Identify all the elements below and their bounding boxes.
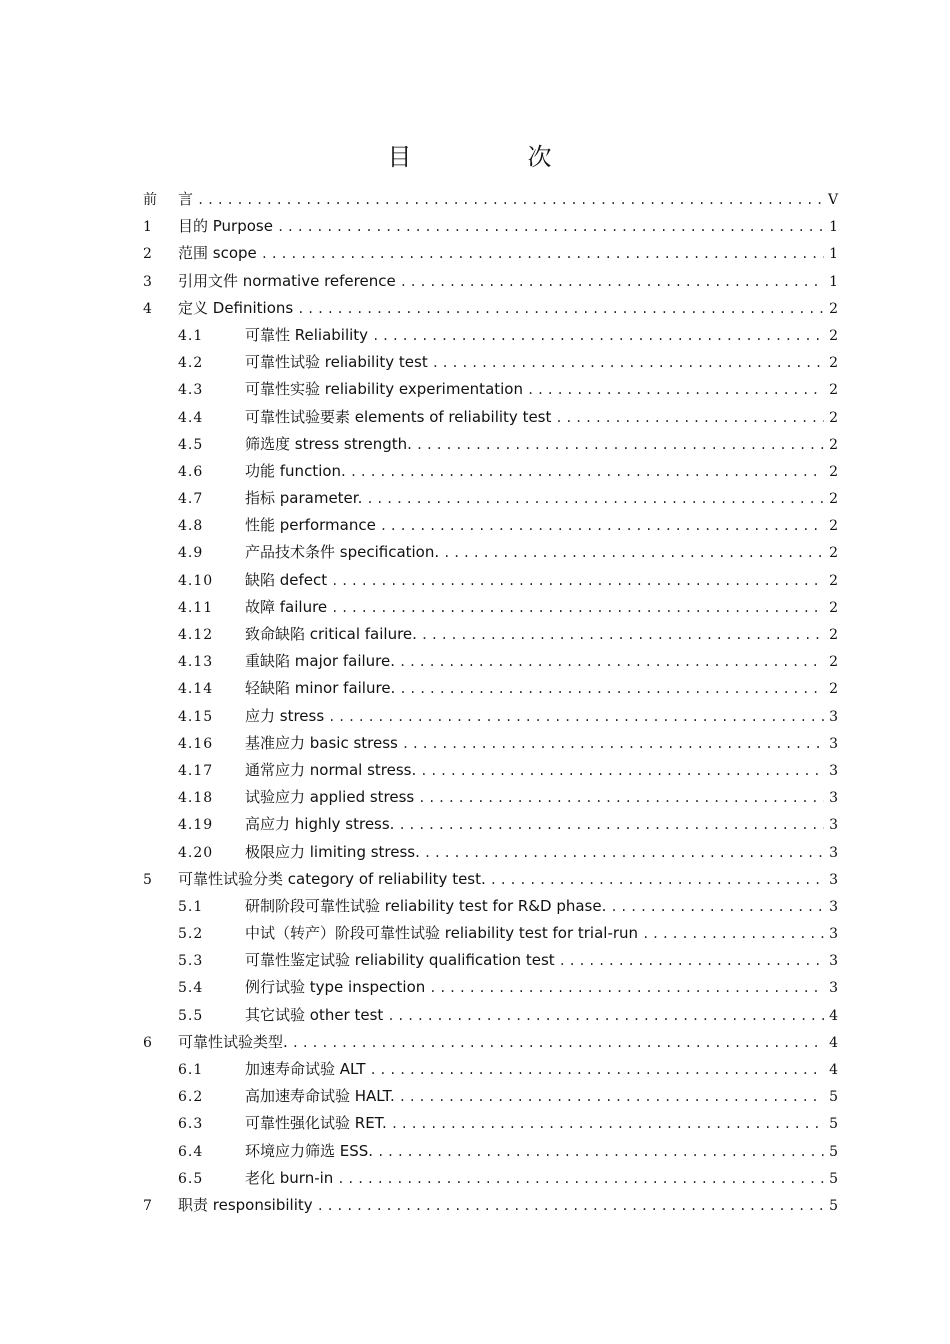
toc-entry-title: 职责 responsibility xyxy=(178,1195,313,1214)
toc-entry-number: 4.7 xyxy=(178,491,204,508)
toc-entry-number: 6.2 xyxy=(178,1089,204,1106)
toc-entry[interactable] xyxy=(143,623,838,650)
toc-entry-number: 4.6 xyxy=(178,463,204,480)
toc-dot-leader xyxy=(292,1036,824,1050)
toc-entry-number: 4.8 xyxy=(178,518,204,535)
toc-entry[interactable] xyxy=(143,868,838,895)
toc-entry-page: 2 xyxy=(829,327,838,344)
toc-entry[interactable] xyxy=(143,1058,838,1085)
toc-dot-leader xyxy=(369,1063,824,1077)
toc-entry[interactable] xyxy=(143,270,838,297)
toc-entry-title: 应力 stress xyxy=(245,706,325,725)
toc-entry-page: 2 xyxy=(829,518,838,535)
toc-entry-page: 3 xyxy=(829,735,838,752)
toc-entry-page: 2 xyxy=(829,572,838,589)
toc-dot-leader xyxy=(331,601,824,615)
toc-entry-title: 中试（转产）阶段可靠性试验 reliability test for trial-run xyxy=(245,924,639,943)
toc-entry[interactable] xyxy=(143,732,838,759)
toc-dot-leader xyxy=(399,655,824,669)
toc-entry[interactable] xyxy=(143,949,838,976)
toc-entry[interactable] xyxy=(143,1031,838,1058)
toc-entry-page: 3 xyxy=(829,926,838,943)
toc-dot-leader xyxy=(391,1117,824,1131)
toc-entry-number: 5.2 xyxy=(178,926,204,943)
toc-entry-title: 功能 function. xyxy=(245,461,346,480)
toc-entry-number: 前 xyxy=(143,192,157,208)
toc-entry-page: 2 xyxy=(829,463,838,480)
toc-entry[interactable] xyxy=(143,1112,838,1139)
toc-dot-leader xyxy=(418,791,824,805)
toc-entry-page: 2 xyxy=(829,599,838,616)
toc-entry[interactable] xyxy=(143,514,838,541)
toc-dot-leader xyxy=(366,492,824,506)
toc-dot-leader xyxy=(317,1199,824,1213)
toc-entry-title: 环境应力筛选 ESS. xyxy=(245,1141,374,1160)
toc-entry-title: 轻缺陷 minor failure. xyxy=(245,679,396,698)
toc-entry[interactable] xyxy=(143,406,838,433)
toc-dot-leader xyxy=(350,465,824,479)
toc-entry-number: 5.4 xyxy=(178,980,204,997)
toc-entry-page: 3 xyxy=(829,844,838,861)
toc-entry-title: 极限应力 limiting stress. xyxy=(245,842,420,861)
toc-entry[interactable] xyxy=(143,297,838,324)
toc-entry-title: 性能 performance xyxy=(245,516,376,535)
toc-entry[interactable] xyxy=(143,541,838,568)
toc-entry[interactable] xyxy=(143,487,838,514)
toc-dot-leader xyxy=(399,682,824,696)
toc-dot-leader xyxy=(372,329,824,343)
toc-entry[interactable] xyxy=(143,650,838,677)
toc-entry[interactable] xyxy=(143,895,838,922)
toc-entry-number: 1 xyxy=(143,219,152,236)
toc-entry-page: 3 xyxy=(829,708,838,725)
toc-entry-page: 2 xyxy=(829,491,838,508)
toc-entry-page: 4 xyxy=(829,1007,838,1024)
toc-dot-leader xyxy=(424,846,824,860)
toc-entry-number: 4 xyxy=(143,300,152,317)
toc-entry-title: 引用文件 normative reference xyxy=(178,271,396,290)
toc-entry[interactable] xyxy=(143,351,838,378)
toc-entry-page: 4 xyxy=(829,1034,838,1051)
toc-entry-number: 4.3 xyxy=(178,382,204,399)
toc-entry-page: 2 xyxy=(829,627,838,643)
toc-entry-page: 5 xyxy=(829,1116,838,1133)
toc-entry-title: 可靠性试验要素 elements of reliability test xyxy=(245,407,552,426)
toc-entry-page: 3 xyxy=(829,790,838,807)
toc-entry[interactable] xyxy=(143,976,838,1003)
toc-entry-title: 高加速寿命试验 HALT. xyxy=(245,1087,395,1106)
toc-dot-leader xyxy=(421,628,824,642)
toc-entry-number: 4.1 xyxy=(178,327,204,344)
toc-entry-title: 老化 burn-in xyxy=(245,1168,334,1187)
toc-entry-number: 5 xyxy=(143,871,152,888)
toc-dot-leader xyxy=(420,764,824,778)
toc-dot-leader xyxy=(400,275,824,289)
toc-entry-number: 5.5 xyxy=(178,1007,204,1024)
toc-entry-title: 指标 parameter. xyxy=(245,489,363,508)
toc-entry-page: 2 xyxy=(829,382,838,399)
toc-entry-number: 3 xyxy=(143,273,152,290)
toc-entry-page: 3 xyxy=(829,817,838,834)
toc-dot-leader xyxy=(610,900,824,914)
toc-entry-number: 4.5 xyxy=(178,436,204,453)
toc-entry-title: 定义 Definitions xyxy=(178,298,294,317)
toc-entry-number: 4.18 xyxy=(178,790,214,807)
toc-entry-title: 可靠性强化试验 RET. xyxy=(245,1114,387,1133)
toc-entry-page: 5 xyxy=(829,1197,838,1214)
toc-entry-title: 通常应力 normal stress. xyxy=(245,760,417,779)
toc-entry-title: 言 xyxy=(178,190,194,208)
toc-dot-leader xyxy=(261,247,824,261)
toc-entry-number: 5.3 xyxy=(178,953,204,970)
toc-dot-leader xyxy=(490,873,824,887)
toc-entry[interactable] xyxy=(143,378,838,405)
toc-entry[interactable] xyxy=(143,460,838,487)
toc-entry[interactable] xyxy=(143,324,838,351)
toc-entry-number: 2 xyxy=(143,246,152,263)
toc-dot-leader xyxy=(328,710,824,724)
toc-entry-page: 5 xyxy=(829,1143,838,1160)
toc-dot-leader xyxy=(642,927,824,941)
toc-entry-title: 加速寿命试验 ALT xyxy=(245,1060,366,1078)
toc-entry-title: 可靠性试验类型. xyxy=(178,1032,288,1051)
toc-entry-number: 4.12 xyxy=(178,627,214,643)
toc-entry-page: 4 xyxy=(829,1062,838,1078)
toc-entry-number: 6.4 xyxy=(178,1143,204,1160)
toc-dot-leader xyxy=(416,438,824,452)
toc-dot-leader xyxy=(432,356,824,370)
toc-entry-title: 可靠性试验分类 category of reliability test. xyxy=(178,869,486,888)
toc-entry-number: 6.1 xyxy=(178,1062,204,1078)
toc-entry[interactable] xyxy=(143,813,838,840)
toc-entry-number: 6.5 xyxy=(178,1170,204,1187)
toc-entry-page: 3 xyxy=(829,762,838,779)
toc-entry-title: 研制阶段可靠性试验 reliability test for R&D phase. xyxy=(245,896,607,915)
toc-dot-leader xyxy=(377,1145,824,1159)
toc-entry-page: 3 xyxy=(829,871,838,888)
toc-entry[interactable] xyxy=(143,922,838,949)
toc-entry-page: 1 xyxy=(829,273,838,290)
toc-entry[interactable] xyxy=(143,569,838,596)
toc-entry[interactable] xyxy=(143,1194,838,1221)
toc-entry-title: 试验应力 applied stress xyxy=(245,788,415,807)
toc-entry-number: 6 xyxy=(143,1034,152,1051)
toc-entry[interactable] xyxy=(143,1167,838,1194)
toc-entry[interactable] xyxy=(143,1085,838,1112)
table-of-contents xyxy=(143,188,838,1221)
toc-entry-title: 其它试验 other test xyxy=(245,1005,384,1024)
toc-entry-page: 1 xyxy=(829,219,838,236)
toc-entry[interactable] xyxy=(143,759,838,786)
toc-entry[interactable] xyxy=(143,188,838,215)
toc-entry-page: 2 xyxy=(829,409,838,426)
toc-entry[interactable] xyxy=(143,705,838,732)
toc-entry-title: 可靠性实验 reliability experimentation xyxy=(245,380,523,399)
toc-entry-title: 范围 scope xyxy=(178,244,257,263)
page-title: 目 次 xyxy=(387,143,598,171)
toc-entry-page: V xyxy=(828,192,839,208)
toc-entry-number: 4.13 xyxy=(178,654,214,671)
toc-entry[interactable] xyxy=(143,677,838,704)
toc-entry-title: 基准应力 basic stress xyxy=(245,733,398,752)
toc-entry-title: 筛选度 stress strength. xyxy=(245,434,412,453)
toc-dot-leader xyxy=(443,546,824,560)
toc-entry[interactable] xyxy=(143,786,838,813)
toc-dot-leader xyxy=(387,1009,824,1023)
toc-entry-page: 2 xyxy=(829,300,838,317)
toc-dot-leader xyxy=(297,302,824,316)
toc-entry-page: 2 xyxy=(829,545,838,562)
toc-entry-number: 4.10 xyxy=(178,572,214,589)
toc-entry[interactable] xyxy=(143,841,838,868)
toc-dot-leader xyxy=(380,519,824,533)
toc-entry-number: 4.11 xyxy=(178,599,214,616)
toc-entry-number: 4.4 xyxy=(178,409,204,426)
toc-entry-number: 4.16 xyxy=(178,735,214,752)
toc-dot-leader xyxy=(337,1172,824,1186)
toc-entry-number: 4.20 xyxy=(178,844,214,861)
toc-entry-page: 2 xyxy=(829,654,838,671)
toc-entry-page: 2 xyxy=(829,436,838,453)
toc-dot-leader xyxy=(559,954,824,968)
toc-entry-title: 可靠性 Reliability xyxy=(245,325,369,344)
toc-dot-leader xyxy=(527,383,824,397)
toc-dot-leader xyxy=(197,193,824,207)
toc-entry-number: 4.2 xyxy=(178,355,204,372)
toc-entry-title: 故障 failure xyxy=(245,597,328,616)
toc-dot-leader xyxy=(331,574,824,588)
toc-dot-leader xyxy=(402,737,824,751)
toc-entry-page: 3 xyxy=(829,980,838,997)
toc-entry-page: 2 xyxy=(829,681,838,698)
toc-dot-leader xyxy=(399,1090,824,1104)
toc-entry[interactable] xyxy=(143,433,838,460)
toc-entry-number: 4.19 xyxy=(178,817,214,834)
toc-entry-title: 例行试验 type inspection xyxy=(245,978,426,997)
toc-entry[interactable] xyxy=(143,596,838,623)
toc-entry[interactable] xyxy=(143,242,838,269)
toc-dot-leader xyxy=(555,411,824,425)
toc-entry-title: 缺陷 defect xyxy=(245,570,328,589)
toc-entry-title: 产品技术条件 specification. xyxy=(245,543,440,562)
toc-entry-page: 5 xyxy=(829,1089,838,1106)
toc-entry-page: 3 xyxy=(829,953,838,970)
toc-entry-number: 4.9 xyxy=(178,545,204,562)
toc-dot-leader xyxy=(429,981,824,995)
toc-entry-number: 4.17 xyxy=(178,762,214,779)
toc-entry-page: 1 xyxy=(829,246,838,263)
toc-entry-title: 可靠性试验 reliability test xyxy=(245,353,428,372)
toc-entry-number: 7 xyxy=(143,1197,152,1214)
toc-entry-page: 3 xyxy=(829,898,838,915)
toc-entry-number: 5.1 xyxy=(178,898,204,915)
toc-entry[interactable] xyxy=(143,1140,838,1167)
toc-entry[interactable] xyxy=(143,1004,838,1031)
toc-entry-number: 4.14 xyxy=(178,681,214,698)
toc-dot-leader xyxy=(398,818,824,832)
toc-entry-page: 2 xyxy=(829,355,838,372)
toc-entry[interactable] xyxy=(143,215,838,242)
toc-entry-title: 致命缺陷 critical failure. xyxy=(245,625,417,643)
toc-entry-title: 重缺陷 major failure. xyxy=(245,652,396,671)
toc-entry-page: 5 xyxy=(829,1170,838,1187)
toc-entry-title: 高应力 highly stress. xyxy=(245,815,395,834)
toc-entry-title: 可靠性鉴定试验 reliability qualification test xyxy=(245,951,555,970)
toc-entry-title: 目的 Purpose xyxy=(178,217,273,236)
toc-dot-leader xyxy=(277,220,824,234)
toc-entry-number: 6.3 xyxy=(178,1116,204,1133)
toc-entry-number: 4.15 xyxy=(178,708,214,725)
